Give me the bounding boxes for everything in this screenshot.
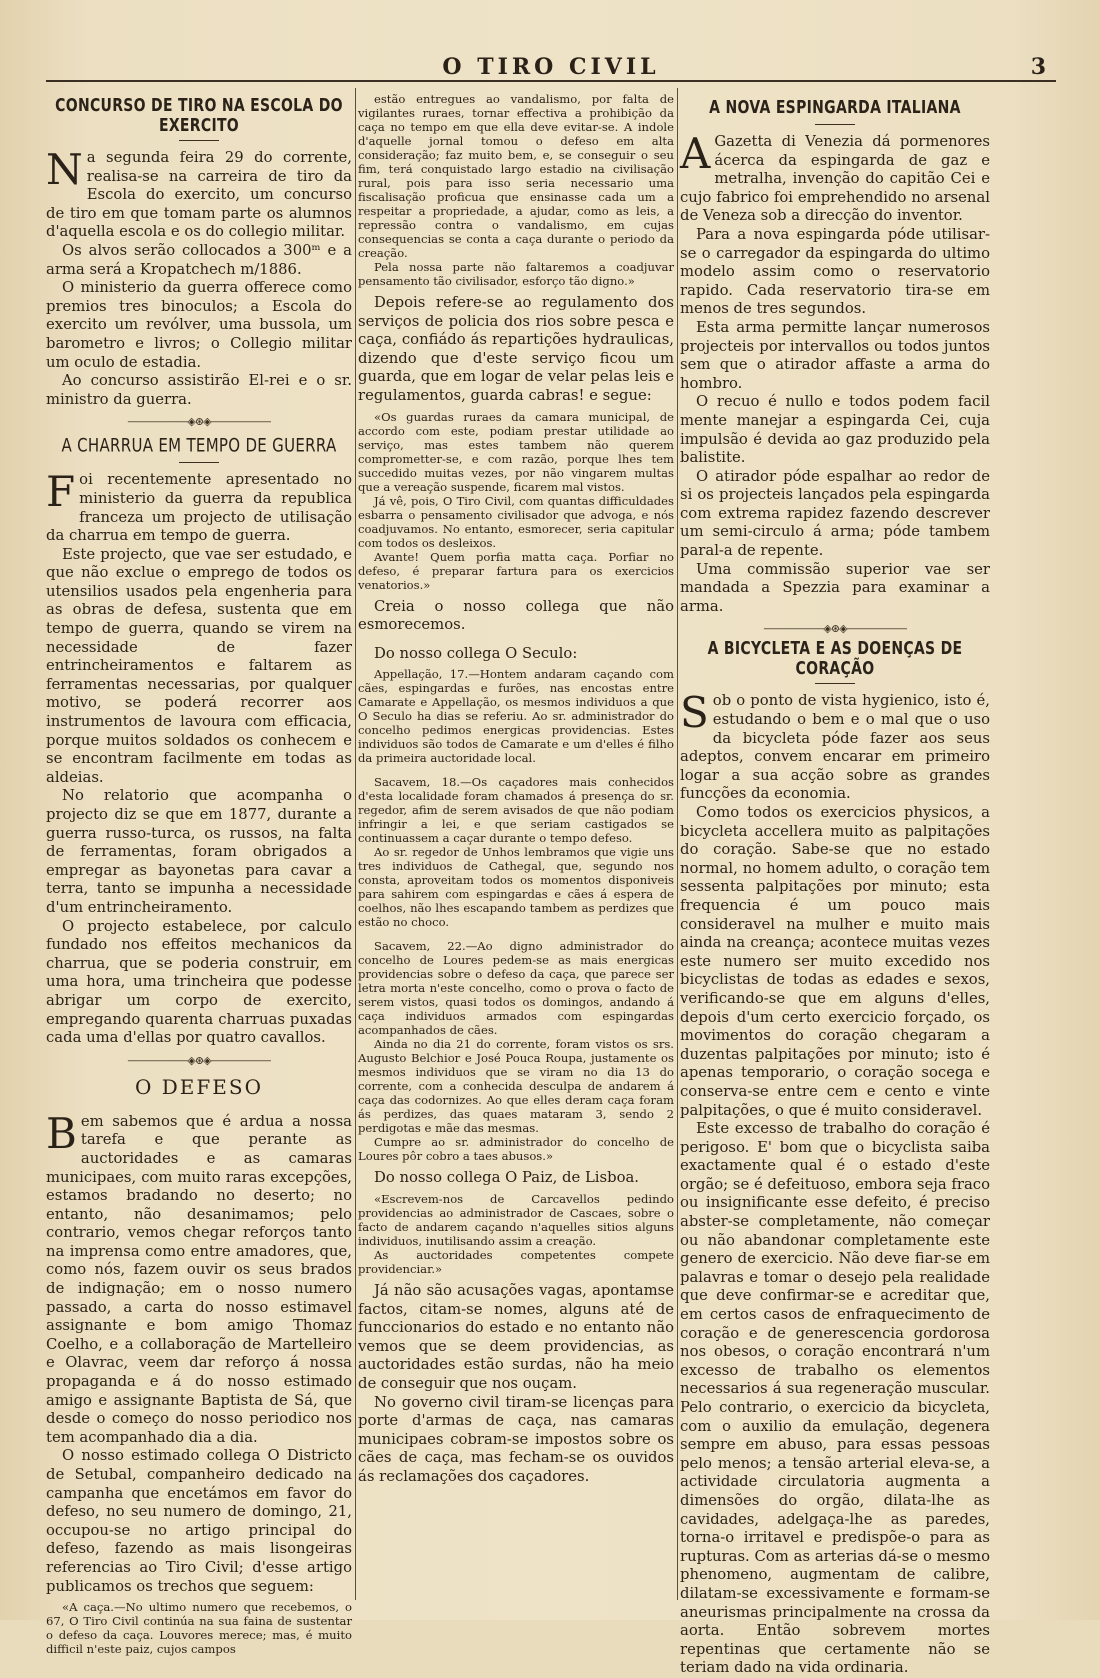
column-divider bbox=[355, 88, 356, 1600]
column-2 bbox=[358, 92, 674, 1598]
quote-paragraph: «A caça.—No ultimo numero que recebemos, o 67, O Tiro Civil continúa na sua faina de sustentar o defeso da caça. Louvores merece; mas, é muito difficil n'este paiz, cujos campos bbox=[46, 1600, 352, 1657]
quotation-block bbox=[358, 667, 674, 1163]
quote-paragraph: As auctoridades competentes compete providenciar.» bbox=[358, 1247, 674, 1276]
article-paragraph: Já não são acusações vagas, apontamse factos, citam-se nomes, alguns até de funccionarios do estado e no entanto não vemos que se deem providencias, as auctoridades estão surdas, não ha meio de conseguir que nos ouçam. bbox=[358, 1281, 674, 1392]
ornament-divider: ——————◈⊛◈—————— bbox=[127, 1053, 271, 1067]
article-paragraph: O projecto estabelece, por calculo fundado nos effeitos mechanicos da charrua, que se poderia construir, em uma hora, uma trincheira que podesse abrigar um corpo de exercito, empregando quarenta charruas puxadas cada uma d'ellas por quatro cavallos. bbox=[46, 917, 352, 1047]
article-paragraph: O nosso estimado collega O Districto de Setubal, companheiro dedicado na campanha que encetámos em favor do defeso, no seu numero de domingo, 21, occupou-se no artigo principal do defeso, fazendo as mais lisongeiras referencias ao Tiro Civil; d'esse artigo publicamos os trechos que seguem: bbox=[46, 1447, 352, 1595]
column-1 bbox=[46, 92, 352, 1657]
article-paragraph: Os alvos serão collocados a 300ᵐ e a arma será a Kropatchech m/1886. bbox=[46, 241, 352, 278]
drop-cap: S bbox=[680, 688, 709, 738]
article-paragraph: No relatorio que acompanha o projecto diz se que em 1877, durante a guerra russo-turca, os russos, na falta de ferramentas, foram obrigados a empregar as bayonetas para cavar a terra, tanto se impunha a necessidade d'um entrincheiramento. bbox=[46, 787, 352, 916]
quote-paragraph: Cumpre ao sr. administrador do concelho de Loures pôr cobro a taes abusos.» bbox=[358, 1135, 674, 1164]
article-paragraph: Este excesso de trabalho do coração é perigoso. E' bom que o bicyclista saiba exactamente qual é o estado d'este orgão; se é defeituoso, embora seja fraco ou insignificante esse defeito, é preciso abster-se completamente, não começar ou não abandonar completamente este genero de exercicio. Não deve fiar-se em palavras e tomar o desejo pela realidade que deve confirmar-se e acreditar que, em certos casos de enfraquecimento de coração e de generescencia gordorosa nos obesos, o coração encontrará n'um excesso de trabalho os elementos necessarios á sua regeneração muscular. Pelo contrario, o exercicio da bicycleta, com o auxilio da emulação, degenera sempre em abuso, para essas pessoas pelo menos; a tensão arterial eleva-se, a actividade circulatoria augmenta a dimensões do orgão, dilata-lhe as cavidades, adelgaça-lhe as paredes, torna-o irritavel e predispõe-o para as rupturas. Com as arterias dá-se o mesmo phenomeno, augmentam de calibre, dilatam-se excessivamente e formam-se aneurismas principalmente na crossa da aorta. Então sobrevem mortes repentinas que certamente não se teriam dado na vida ordinaria. bbox=[680, 1120, 990, 1677]
paragraph-text: a segunda feira 29 do corrente, realisa-se na carreira de tiro da Escola do exercito, um concurso de tiro em que tomam parte os alumnos d'aquella escola e os do collegio militar. bbox=[46, 149, 352, 241]
paragraph-text: em sabemos que é ardua a nossa tarefa e que perante as auctoridades e as camaras municipaes, com muito raras excepções, estamos bradando no deserto; no entanto, não desanimamos; pelo contrario, vemos chegar reforços tanto na imprensa como entre amadores, que, como nós, fazem ouvir os seus brados de indignação; em o nosso numero passado, a carta do nosso estimavel assignante e bom amigo Thomaz Coelho, e a collaboração de Martelleiro e Olavrac, veem dar reforço á nossa propaganda e á do nosso estimado amigo e assignante Baptista de Sá, que desde o começo do nosso periodico nos tem acompanhado dia a dia. bbox=[46, 1112, 352, 1446]
article-paragraph: Uma commissão superior vae ser mandada a Spezzia para examinar a arma. bbox=[680, 560, 990, 615]
article-paragraph bbox=[680, 688, 990, 804]
quote-paragraph: Ainda no dia 21 do corrente, foram vistos os srs. Augusto Belchior e José Pouca Roupa, justamente os mesmos individuos que se viram no dia 13 do corrente, com a conhecida desculpa de andarem á caça das codornizes. Ao que elles deram caça foram ás perdizes, das quaes mataram 3, sendo 2 perdigotas e mãe das mesmas. bbox=[358, 1037, 674, 1136]
article-paragraph: Creia o nosso collega que não esmorecemos. bbox=[358, 597, 674, 634]
paragraph-text: oi recentemente apresentado no ministerio da guerra da republica franceza um projecto de utilisação da charrua em tempo de guerra. bbox=[46, 471, 352, 545]
newspaper-title: O TIRO CIVIL bbox=[442, 54, 660, 80]
ornament-divider: ——————◈⊛◈—————— bbox=[127, 415, 271, 429]
article-paragraph: No governo civil tiram-se licenças para porte d'armas de caça, nas camaras municipaes cobram-se impostos sobre os cães de caça, mas fecham-se os ouvidos ás reclamações dos caçadores. bbox=[358, 1393, 674, 1485]
quote-paragraph: Appellação, 17.—Hontem andaram caçando com cães, espingardas e furões, nas encostas entre Camarate e Appellação, os mesmos individuos a que O Seculo ha dias se referiu. Ao sr. administrador do concelho pedimos energicas providencias. Estes individuos são todos de Camarate e um d'elles é filho da primeira auctoridade local. bbox=[358, 667, 674, 766]
drop-cap: F bbox=[46, 467, 76, 517]
article-paragraph bbox=[46, 467, 352, 545]
quote-paragraph: Já vê, pois, O Tiro Civil, com quantas difficuldades esbarra o pensamento civilisador que advoga, e nós coadjuvamos. No entanto, esmorecer, seria capitular com todos os desleixos. bbox=[358, 493, 674, 550]
quote-paragraph: Sacavem, 22.—Ao digno administrador do concelho de Loures pedem-se as mais energicas providencias sobre o defeso da caça, que parece ser letra morta n'este concelho, como o prova o facto de serem vistos, quasi todos os domingos, andando á caça individuos armados com espingardas acompanhados de cães. bbox=[358, 939, 674, 1038]
article-paragraph bbox=[46, 1108, 352, 1448]
spacer bbox=[358, 929, 674, 939]
quote-paragraph: «Os guardas ruraes da camara municipal, de accordo com este, podiam prestar utilidade ao serviço, mas estes tambem não querem comprometter-se, e com razão, porque lhes tem succedido muitas vezes, por não vingarem multas que a vereação suspende, ficarem mal vistos. bbox=[358, 409, 674, 494]
article-title: CONCURSO DE TIRO NA ESCOLA DO EXERCITO bbox=[55, 96, 343, 136]
title-rule bbox=[179, 140, 219, 141]
column-divider bbox=[677, 88, 678, 1600]
article-paragraph: Para a nova espingarda póde utilisar-se o carregador da espingarda do ultimo modelo assim como o reservatorio rapido. Cada reservatorio tira-se em menos de tres segundos. bbox=[680, 225, 990, 318]
quote-paragraph: Ao sr. regedor de Unhos lembramos que vigie uns tres individuos de Cathegal, que, segundo nos consta, aproveitam todos os momentos disponiveis para sahirem com espingardas e cães á espera de coelhos, não lhes escapando tambem as perdizes que estão no choco. bbox=[358, 845, 674, 930]
spacer bbox=[46, 1103, 352, 1113]
article-paragraph: O recuo é nullo e todos podem facil mente manejar a espingarda Cei, cuja impulsão é devida ao gaz produzido pela balistite. bbox=[680, 393, 990, 467]
article-paragraph: Do nosso collega O Seculo: bbox=[374, 644, 578, 662]
article-paragraph: Do nosso collega O Paiz, de Lisboa. bbox=[374, 1169, 639, 1187]
quote-paragraph: Avante! Quem porfia matta caça. Porfiar no defeso, é preparar fartura para os exercicios venatorios.» bbox=[358, 549, 674, 592]
article-title: A NOVA ESPINGARDA ITALIANA bbox=[709, 98, 961, 118]
running-header bbox=[46, 52, 1056, 82]
title-rule bbox=[815, 124, 855, 125]
title-rule bbox=[179, 462, 219, 463]
article-paragraph: O atirador póde espalhar ao redor de si os projecteis lançados pela espingarda com extrema rapidez fazendo descrever um semi-circulo á arma; póde tambem paral-a de repente. bbox=[680, 467, 990, 560]
spacer bbox=[358, 635, 674, 645]
article-paragraph: Este projecto, que vae ser estudado, e que não exclue o emprego de todos os utensilios usados pela engenheria para as obras de defesa, sustenta que em tempo de guerra, quando se virem na necessidade de fazer entrincheiramentos e faltarem as ferramentas necessarias, por qualquer motivo, se poderá recorrer aos instrumentos de lavoura com efficacia, porque muitos soldados os conhecem e se encontram facilmente em todas as aldeias. bbox=[46, 545, 352, 786]
quotation-block bbox=[358, 92, 674, 288]
quotation-block bbox=[46, 1600, 352, 1656]
article-paragraph: Esta arma permitte lançar numerosos projecteis por intervallos ou todos juntos sem que o atirador affaste a arma do hombro. bbox=[680, 318, 990, 392]
quotation-block bbox=[358, 1192, 674, 1276]
article-paragraph: Como todos os exercicios physicos, a bicycleta accellera muito as palpitações do coração. Sabe-se que no estado normal, no homem adulto, o coração tem sessenta palpitações por minuto; esta frequencia é um pouco mais consideravel na mulher e muito mais ainda na creança; acontece muitas vezes este numero ser muito excedido nos bicyclistas de todas as edades e sexos, verificando-se que em alguns d'elles, depois d'um certo exercicio forçado, os movimentos do coração chegaram a duzentas palpitações por minuto; isto é apenas temporario, o coração socega e conserva-se entre cem e cento e vinte palpitações, o que é muito consideravel. bbox=[680, 804, 990, 1119]
quote-paragraph: Pela nossa parte não faltaremos a coadjuvar pensamento tão civilisador, esforço tão digno.» bbox=[358, 260, 674, 288]
column-3 bbox=[680, 92, 990, 1677]
article-paragraph: Depois refere-se ao regulamento dos serviços de policia dos rios sobre pesca e caça, confiádo ás repartições hydraulicas, dizendo que d'este serviço ficou um guarda, que em logar de velar pelas leis e regulamentos, guarda cabras! e segue: bbox=[358, 294, 674, 404]
article-paragraph: Ao concurso assistirão El-rei e o sr. ministro da guerra. bbox=[46, 372, 352, 408]
quote-paragraph: «Escrevem-nos de Carcavellos pedindo providencias ao administrador de Cascaes, sobre o facto de andarem caçando n'aquelles sitios alguns individuos, inutilisando assim a creação. bbox=[358, 1191, 674, 1248]
drop-cap: A bbox=[680, 129, 711, 178]
quote-paragraph: estão entregues ao vandalismo, por falta de vigilantes ruraes, tornar effectiva a prohibição da caça no tempo em que ella deve evitar-se. A indole d'aquelle jornal tomou o defeso em alta consideração; faz muito bem, e, se conseguir o seu fim, terá conquistado largo estadio na civilisação rural, pois para isso seria necessario uma fiscalisação proficua que ensinasse cada um a respeitar a propriedade, a ajudar, como as leis, a repressão contra o vandalismo, em cujas consequencias se conta a caça durante o periodo da creação. bbox=[358, 92, 674, 260]
spacer bbox=[358, 765, 674, 775]
paragraph-text: Gazetta di Venezia dá pormenores ácerca da espingarda de gaz e metralha, invenção do capitão Cei e cujo fabrico foi emprehendido no arsenal de Veneza sob a direcção do inventor. bbox=[680, 133, 990, 225]
article-paragraph bbox=[46, 145, 352, 242]
title-rule bbox=[815, 683, 855, 684]
article-title: A BICYCLETA E AS DOENÇAS DE CORAÇÃO bbox=[707, 639, 963, 680]
article-paragraph: O ministerio da guerra offerece como premios tres binoculos; a Escola do exercito um revólver, uma bussola, um barometro e livros; o Collegio militar um oculo de estadia. bbox=[46, 279, 352, 371]
quotation-block bbox=[358, 410, 674, 592]
page-number: 3 bbox=[1030, 54, 1046, 80]
quote-paragraph: Sacavem, 18.—Os caçadores mais conhecidos d'esta localidade foram chamados á presença do sr. regedor, afim de serem avisados de que não podiam infringir a lei, e que seriam castigados se continuassem a caçar durante o tempo defeso. bbox=[358, 775, 674, 846]
paragraph-text: ob o ponto de vista hygienico, isto é, estudando o bem e o mal que o uso da bicycleta póde fazer aos seus adeptos, convem encarar em primeiro logar a sua acção sobre as grandes funcções da economia. bbox=[680, 692, 990, 803]
ornament-divider: ——————◈⊛◈—————— bbox=[763, 622, 907, 636]
drop-cap: N bbox=[46, 145, 83, 194]
drop-cap: B bbox=[46, 1108, 77, 1158]
article-title: A CHARRUA EM TEMPO DE GUERRA bbox=[61, 434, 337, 457]
article-title: O DEFESO bbox=[135, 1074, 263, 1099]
article-paragraph bbox=[680, 129, 990, 226]
